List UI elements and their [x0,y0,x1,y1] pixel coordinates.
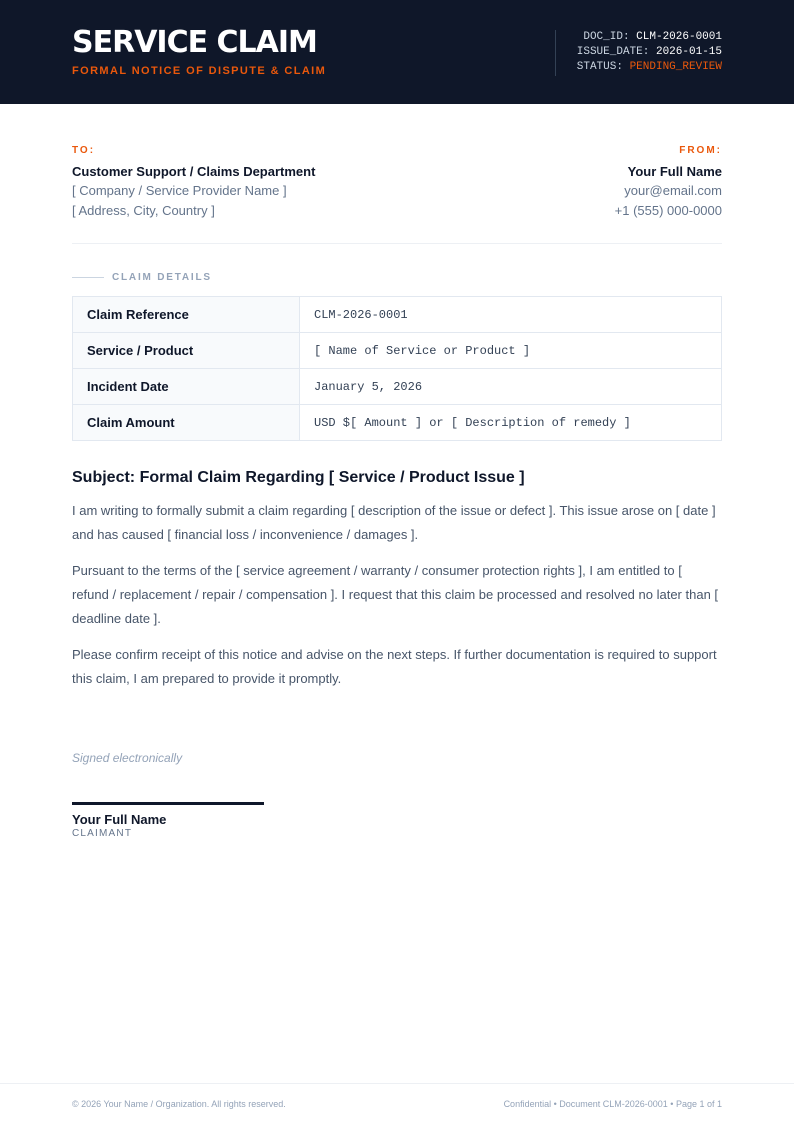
meta-doc-id-value: CLM-2026-0001 [636,31,722,43]
letter-body [72,499,722,703]
claim-details-heading-text: CLAIM DETAILS [112,272,212,283]
signature-line [72,802,264,805]
letter-paragraph: Please confirm receipt of this notice and advise on the next steps. If further documentation is required to support this claim, I am prepared to provide it promptly. [72,647,717,686]
footer-document-info: Confidential • Document CLM-2026-0001 • Page 1 of 1 [503,1099,722,1109]
table-row [73,333,722,369]
claim-amount-value: USD $[ Amount ] or [ Description of remedy ] [314,415,631,430]
letter-paragraph: I am writing to formally submit a claim regarding [ description of the issue or defect ]. This issue arose on [ date ] and has caused [ financial loss / inconvenience / damages ]. [72,503,716,542]
footer-copyright: © 2026 Your Name / Organization. All rights reserved. [72,1099,286,1109]
status-badge: PENDING_REVIEW [629,61,722,73]
sender-phone: +1 (555) 000-0000 [614,203,722,218]
meta-doc-id [577,30,722,45]
recipient-address: [ Address, City, Country ] [72,203,215,218]
section-divider [72,243,722,244]
letter-paragraph: Pursuant to the terms of the [ service agreement / warranty / consumer protection rights ], I am entitled to [ refund / replacement / repair / compensation ]. I request that this claim be processed and resolved no later than [ deadline date ]. [72,563,719,626]
footer-divider [0,1083,794,1084]
table-row [73,297,722,333]
incident-date-label: Incident Date [73,369,300,405]
sender-label: FROM: [679,145,722,156]
table-row [73,405,722,441]
meta-status [577,60,722,75]
table-row [73,369,722,405]
signature-role: CLAIMANT [72,828,133,839]
recipient-name: Customer Support / Claims Department [72,164,316,179]
sender-email: your@email.com [624,183,722,198]
incident-date-value: January 5, 2026 [300,369,722,405]
service-product-label: Service / Product [73,333,300,369]
meta-issue-date-label: ISSUE_DATE: [576,46,650,58]
claim-amount-label: Claim Amount [73,405,300,441]
letter-subject: Subject: Formal Claim Regarding [ Service / Product Issue ] [72,469,525,486]
sender-block [392,145,722,221]
meta-divider [555,30,556,76]
document-subtitle: FORMAL NOTICE OF DISPUTE & CLAIM [72,65,327,77]
document-meta [577,30,722,75]
sender-name: Your Full Name [627,164,722,179]
service-product-value: [ Name of Service or Product ] [300,333,722,369]
claim-details-table [72,296,722,441]
document-header [0,0,794,104]
claim-reference-label: Claim Reference [73,297,300,333]
claim-reference-value: CLM-2026-0001 [300,297,722,333]
signed-electronically-note: Signed electronically [72,751,183,765]
recipient-company: [ Company / Service Provider Name ] [72,183,287,198]
signature-name: Your Full Name [72,812,167,827]
recipient-block [72,145,402,221]
recipient-label: TO: [72,145,96,156]
meta-issue-date [577,45,722,60]
heading-rule [72,277,104,278]
meta-doc-id-label: DOC_ID: [583,31,630,43]
meta-issue-date-value: 2026-01-15 [655,46,722,58]
document-title: SERVICE CLAIM [72,25,317,60]
meta-status-label: STATUS: [576,61,623,73]
